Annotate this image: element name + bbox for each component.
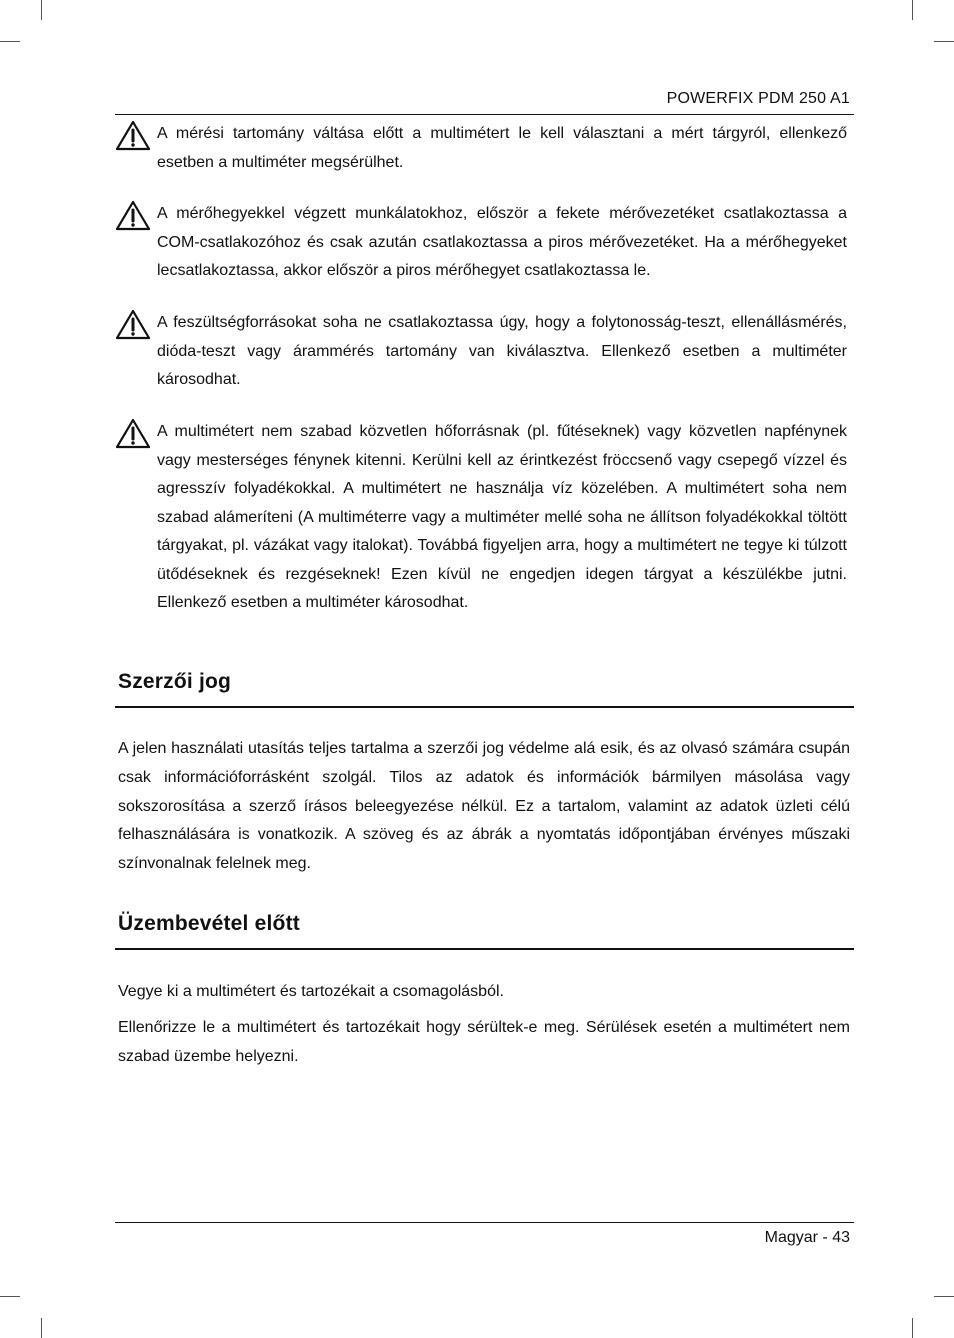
warning-block xyxy=(115,309,854,395)
warning-text: A mérési tartomány váltása előtt a multimétert le kell választani a mért tárgyról, ellenkező esetben a multiméter megsérülhet. xyxy=(157,125,847,171)
warning-triangle-icon xyxy=(115,120,151,152)
crop-mark xyxy=(41,0,42,20)
warning-block xyxy=(115,418,854,618)
page-number: Magyar - 43 xyxy=(764,1229,850,1246)
warning-block xyxy=(115,200,854,286)
warning-text: A mérőhegyekkel végzett munkálatokhoz, először a fekete mérővezetéket csatlakoztassa a COM-csatlakozóhoz és csak azután csatlakoztassa a piros mérővezetéket. Ha a mérőhegyeket lecsatlakoztassa, akkor először a piros mérőhegyet csatlakoztassa le. xyxy=(157,205,847,279)
warning-triangle-icon xyxy=(115,200,151,232)
warning-text: A multimétert nem szabad közvetlen hőforrásnak (pl. fűtéseknek) vagy közvetlen napfénynek vagy mesterséges fénynek kitenni. Kerülni kell az érintkezést fröccsenő vagy csepegő vízzel és agresszív folyadékokkal. A multimétert ne használja víz közelében. A multimétert soha nem szabad alámeríteni (A multiméterre vagy a multiméter mellé soha ne állítson folyadékokkal töltött tárgyakat, pl. vázákat vagy italokat). Továbbá figyeljen arra, hogy a multimétert ne tegye ki túlzott ütődéseknek és rezgéseknek! Ezen kívül ne engedjen idegen tárgyat a készülékbe jutni. Ellenkező esetben a multiméter károsodhat. xyxy=(157,423,847,611)
crop-mark xyxy=(934,41,954,42)
before-use-paragraph: Ellenőrizze le a multimétert és tartozékait hogy sérültek-e meg. Sérülések esetén a multimétert nem szabad üzembe helyezni. xyxy=(118,1019,850,1065)
page-header xyxy=(115,90,854,115)
section-title: Üzembevétel előtt xyxy=(118,912,300,935)
warning-triangle-icon xyxy=(115,309,151,341)
warning-triangle-icon xyxy=(115,418,151,450)
crop-mark xyxy=(934,1296,954,1297)
crop-mark xyxy=(0,1296,20,1297)
section-heading-copyright xyxy=(115,670,854,708)
header-title: POWERFIX PDM 250 A1 xyxy=(666,90,850,107)
copyright-paragraph: A jelen használati utasítás teljes tartalma a szerzői jog védelme alá esik, és az olvasó számára csupán csak információforrásként szolgál. Tilos az adatok és információk bármilyen másolása vagy sokszorosítása a szerző írásos beleegyezése nélkül. Ez a tartalom, valamint az adatok üzleti célú felhasználására is vonatkozik. A szöveg és az ábrák a nyomtatás időpontjában érvényes műszaki színvonalnak felelnek meg. xyxy=(118,740,850,873)
section-title: Szerzői jog xyxy=(118,670,232,693)
crop-mark xyxy=(41,1318,42,1338)
crop-mark xyxy=(912,0,913,20)
section-heading-before-use xyxy=(115,912,854,950)
crop-mark xyxy=(0,41,20,42)
warning-block xyxy=(115,120,854,177)
warning-text: A feszültségforrásokat soha ne csatlakoztassa úgy, hogy a folytonosság-teszt, ellenállásmérés, dióda-teszt vagy árammérés tartomány van kiválasztva. Ellenkező esetben a multiméter károsodhat. xyxy=(157,314,847,388)
page-footer xyxy=(115,1222,854,1246)
crop-mark xyxy=(912,1318,913,1338)
before-use-paragraph: Vegye ki a multimétert és tartozékait a csomagolásból. xyxy=(118,983,504,1000)
